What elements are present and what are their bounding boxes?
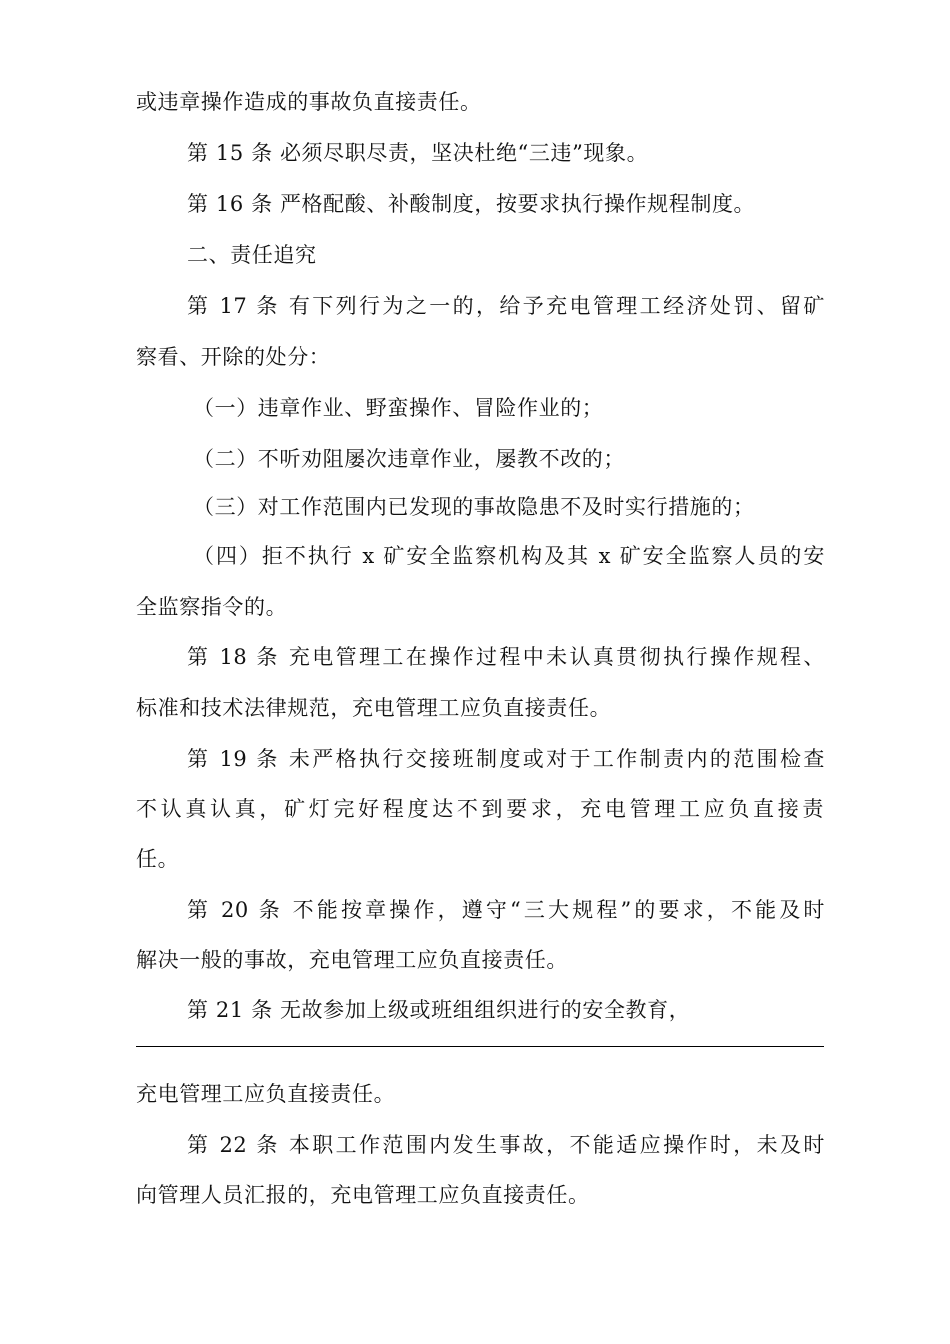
article-15: 第 15 条 必须尽职尽责，坚决杜绝“三违”现象。 bbox=[187, 141, 649, 165]
text-line: 标准和技术法律规范，充电管理工应负直接责任。 bbox=[136, 696, 612, 720]
article-17: 第 17 条 有下列行为之一的，给予充电管理工经济处罚、留矿 bbox=[187, 294, 825, 318]
article-16: 第 16 条 严格配酸、补酸制度，按要求执行操作规程制度。 bbox=[187, 192, 756, 216]
list-item: （一）违章作业、野蛮操作、冒险作业的； bbox=[193, 396, 604, 420]
article-21: 第 21 条 无故参加上级或班组组织进行的安全教育， bbox=[187, 998, 691, 1022]
text-line: 不认真认真，矿灯完好程度达不到要求，充电管理工应负直接责 bbox=[136, 797, 824, 821]
text-line: 或违章操作造成的事故负直接责任。 bbox=[136, 90, 482, 114]
list-item: （三）对工作范围内已发现的事故隐患不及时实行措施的； bbox=[193, 495, 755, 519]
page-divider bbox=[136, 1046, 824, 1047]
text-line: 充电管理工应负直接责任。 bbox=[136, 1082, 396, 1106]
list-item: （二）不听劝阻屡次违章作业，屡教不改的； bbox=[193, 447, 625, 471]
article-20: 第 20 条 不能按章操作，遵守“三大规程”的要求，不能及时 bbox=[187, 898, 825, 922]
text-line: 察看、开除的处分： bbox=[136, 345, 331, 369]
text-line: 向管理人员汇报的，充电管理工应负直接责任。 bbox=[136, 1183, 590, 1207]
text-line: 全监察指令的。 bbox=[136, 595, 288, 619]
article-18: 第 18 条 充电管理工在操作过程中未认真贯彻执行操作规程、 bbox=[187, 645, 825, 669]
section-heading: 二、责任追究 bbox=[187, 243, 317, 267]
list-item: （四）拒不执行 x 矿安全监察机构及其 x 矿安全监察人员的安 bbox=[193, 544, 825, 568]
article-19: 第 19 条 未严格执行交接班制度或对于工作制责内的范围检查 bbox=[187, 747, 825, 771]
text-line: 任。 bbox=[136, 847, 180, 871]
text-line: 解决一般的事故，充电管理工应负直接责任。 bbox=[136, 948, 568, 972]
article-22: 第 22 条 本职工作范围内发生事故，不能适应操作时，未及时 bbox=[187, 1133, 825, 1157]
